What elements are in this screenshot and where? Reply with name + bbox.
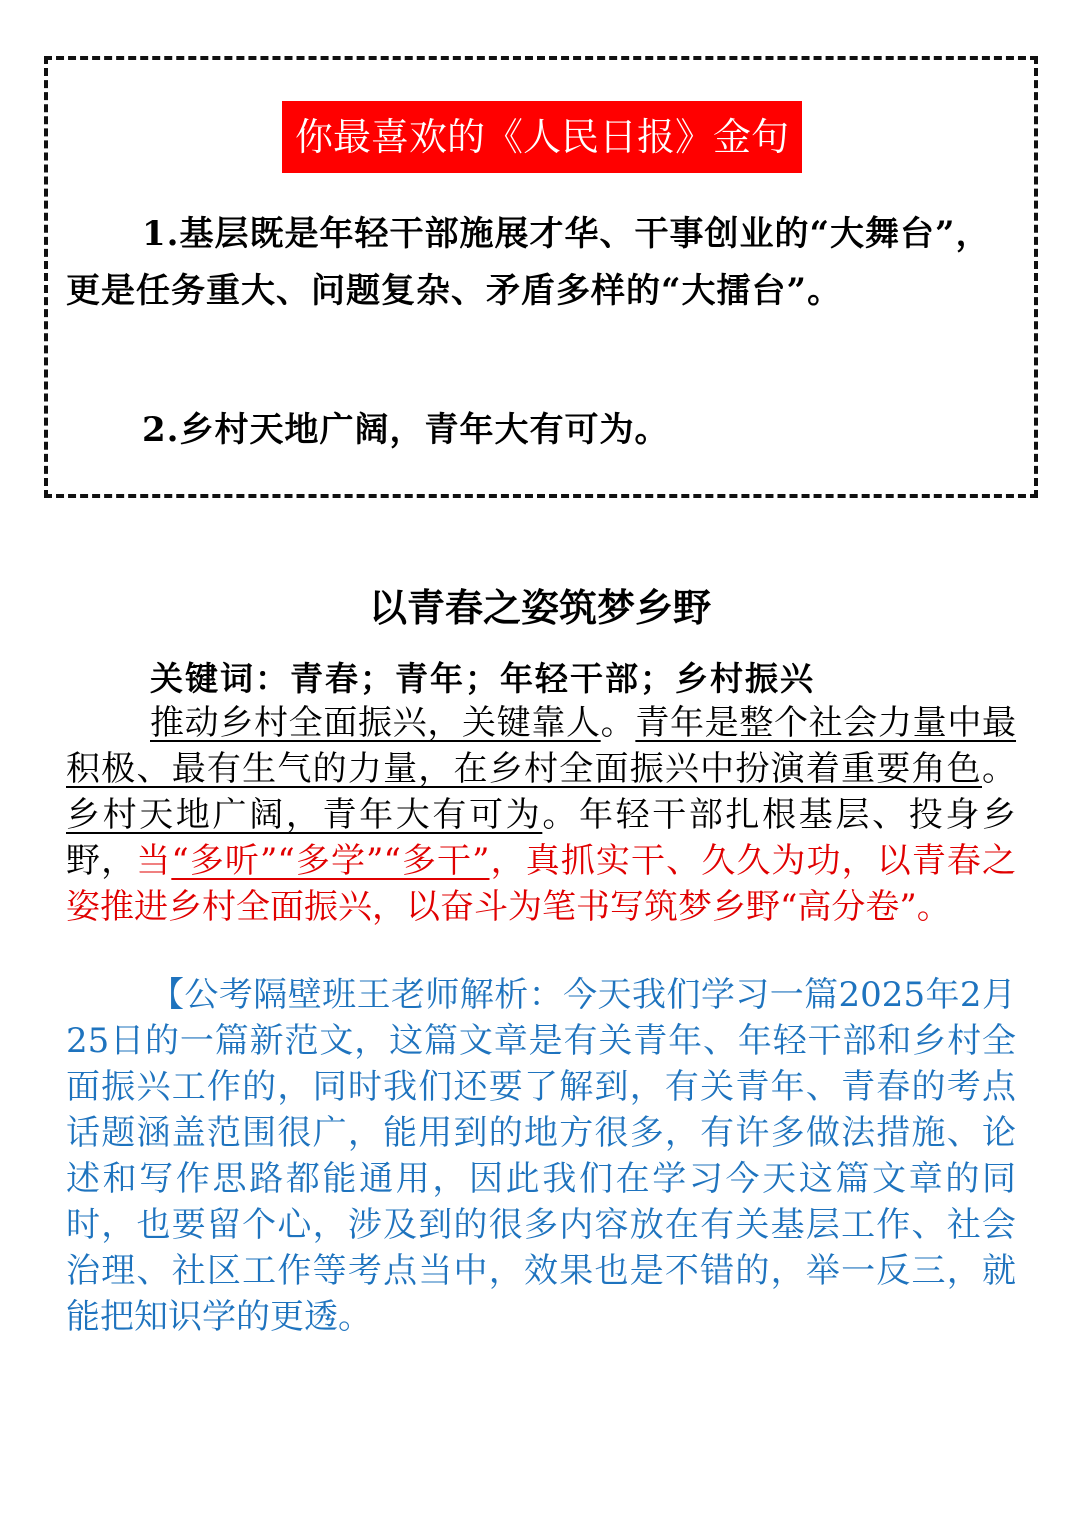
teacher-analysis: 【公考隔壁班王老师解析：今天我们学习一篇2025年2月25日的一篇新范文，这篇文章是有关青年、年轻干部和乡村全面振兴工作的，同时我们还要了解到，有关青年、青春的考点话题涵盖范围很广，能用到的地方很多，有许多做法措施、论述和写作思路都能通用，因此我们在学习今天这篇文章的同时，也要留个心，涉及到的很多内容放在有关基层工作、社会治理、社区工作等考点当中，效果也是不错的，举一反三，就能把知识学的更透。: [66, 975, 1016, 1337]
article-body: [66, 700, 1016, 930]
quote-item-1: [66, 206, 1016, 320]
red-underlined-highlight: “多听”“多学”“多干”: [171, 841, 490, 881]
article-title: 以青春之姿筑梦乡野: [368, 586, 711, 630]
red-highlight: 当: [136, 841, 172, 881]
article-keywords: 关键词：青春；青年；年轻干部；乡村振兴: [150, 659, 815, 698]
body-punctuation: 。: [982, 749, 1016, 789]
body-text: 。年轻干部扎根基层、投身乡野，: [66, 795, 1017, 881]
quote-item-2: [66, 402, 1016, 459]
underlined-sentence: 乡村天地广阔，青年大有可为: [66, 795, 543, 835]
body-punctuation: 。: [600, 703, 636, 743]
red-highlight: ，真抓实干、久久为功，以青春之姿推进乡村全面振兴，以奋斗为笔书写筑梦乡野“高分卷”。: [66, 841, 1017, 927]
underlined-sentence: 青年是整个社会力量中最积极、最有生气的力量，在乡村全面振兴中扮演着重要角色: [66, 703, 1017, 789]
quote-item-2-text: 2.乡村天地广阔，青年大有可为。: [142, 410, 670, 450]
quote-item-1-text: 1.基层既是年轻干部施展才华、干事创业的“大舞台”，更是任务重大、问题复杂、矛盾多样的“大擂台”。: [66, 214, 991, 311]
quote-box-title: 你最喜欢的《人民日报》金句: [282, 101, 802, 173]
underlined-sentence: 推动乡村全面振兴，关键靠人: [150, 703, 601, 743]
